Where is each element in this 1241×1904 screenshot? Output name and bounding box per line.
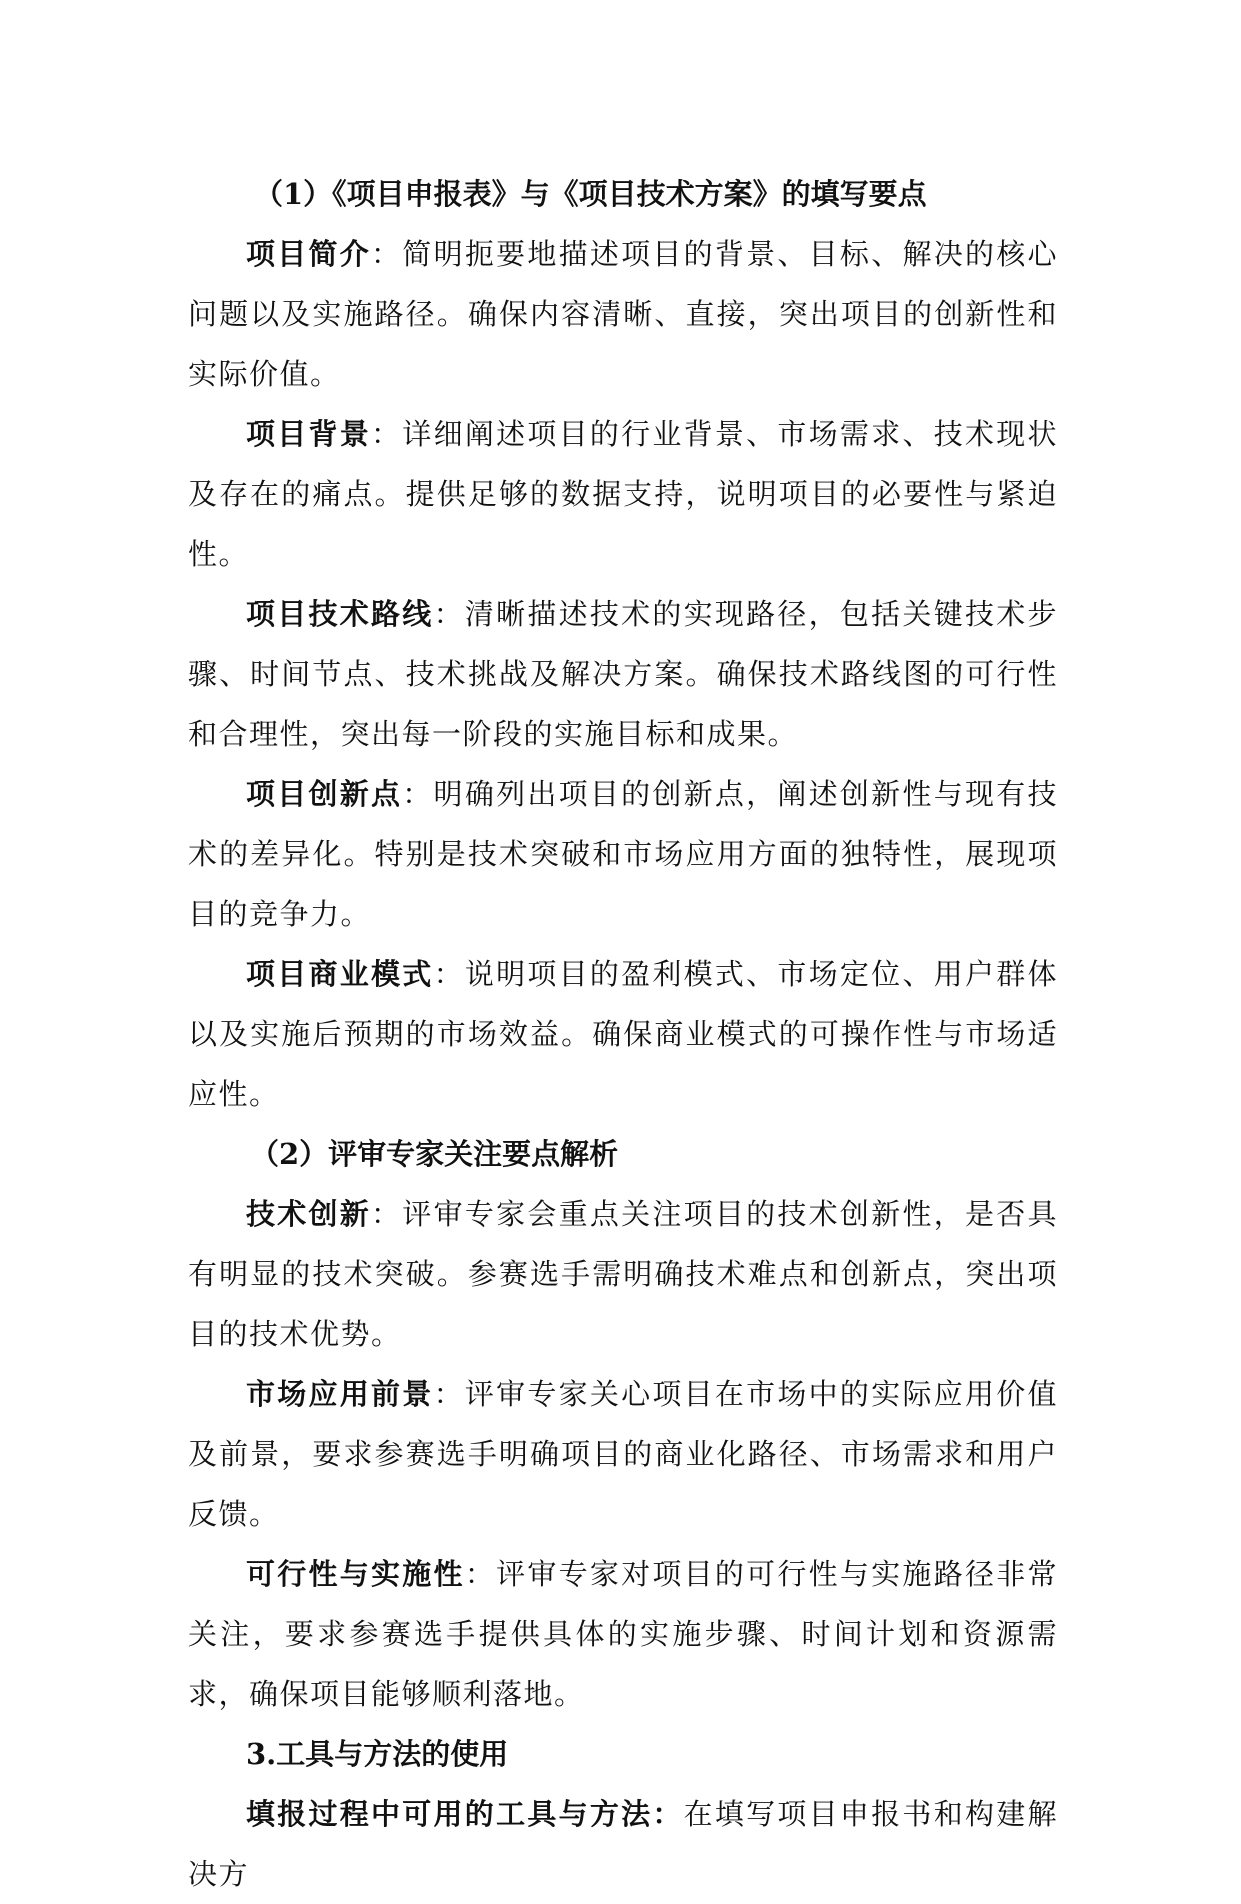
paragraph-business-model	[188, 944, 1058, 1124]
term-innovation-points: 项目创新点	[246, 777, 403, 811]
term-market-prospect: 市场应用前景	[246, 1377, 434, 1411]
desc-tech-innovation: ：评审专家会重点关注项目的技术创新性，是否具有明显的技术突破。参赛选手需明确技术难点和创新点，突出项目的技术优势。	[188, 1197, 1058, 1351]
term-project-intro: 项目简介	[246, 237, 372, 271]
desc-project-intro: ：简明扼要地描述项目的背景、目标、解决的核心问题以及实施路径。确保内容清晰、直接，突出项目的创新性和实际价值。	[188, 237, 1058, 391]
desc-business-model: ：说明项目的盈利模式、市场定位、用户群体以及实施后预期的市场效益。确保商业模式的可操作性与市场适应性。	[188, 957, 1058, 1111]
desc-market-prospect: ：评审专家关心项目在市场中的实际应用价值及前景，要求参赛选手明确项目的商业化路径、市场需求和用户反馈。	[188, 1377, 1058, 1531]
desc-innovation-points: ：明确列出项目的创新点，阐述创新性与现有技术的差异化。特别是技术突破和市场应用方面的独特性，展现项目的竞争力。	[188, 777, 1058, 931]
paragraph-feasibility	[188, 1544, 1058, 1724]
term-project-background: 项目背景	[246, 417, 372, 451]
paragraph-tools-methods	[188, 1784, 1058, 1904]
desc-feasibility: ：评审专家对项目的可行性与实施路径非常关注，要求参赛选手提供具体的实施步骤、时间计划和资源需求，确保项目能够顺利落地。	[188, 1557, 1058, 1711]
term-feasibility: 可行性与实施性	[246, 1557, 465, 1591]
section-heading-3: 3.工具与方法的使用	[246, 1737, 509, 1771]
paragraph-market-prospect	[188, 1364, 1058, 1544]
desc-tools-methods: 在填写项目申报书和构建解决方	[188, 1797, 1058, 1891]
section-heading-2: （2）评审专家关注要点解析	[250, 1137, 619, 1171]
document-body	[188, 164, 1058, 1904]
desc-tech-route: ：清晰描述技术的实现路径，包括关键技术步骤、时间节点、技术挑战及解决方案。确保技术路线图的可行性和合理性，突出每一阶段的实施目标和成果。	[188, 597, 1058, 751]
section-heading-1: （1）《项目申报表》与《项目技术方案》的填写要点	[254, 177, 927, 211]
paragraph-tech-innovation	[188, 1184, 1058, 1364]
paragraph-project-intro	[188, 224, 1058, 404]
term-tech-innovation: 技术创新	[246, 1197, 372, 1231]
term-tech-route: 项目技术路线	[246, 597, 434, 631]
paragraph-project-background	[188, 404, 1058, 584]
term-business-model: 项目商业模式	[246, 957, 434, 991]
term-tools-methods: 填报过程中可用的工具与方法：	[246, 1797, 684, 1831]
paragraph-tech-route	[188, 584, 1058, 764]
paragraph-innovation-points	[188, 764, 1058, 944]
desc-project-background: ：详细阐述项目的行业背景、市场需求、技术现状及存在的痛点。提供足够的数据支持，说明项目的必要性与紧迫性。	[188, 417, 1058, 571]
